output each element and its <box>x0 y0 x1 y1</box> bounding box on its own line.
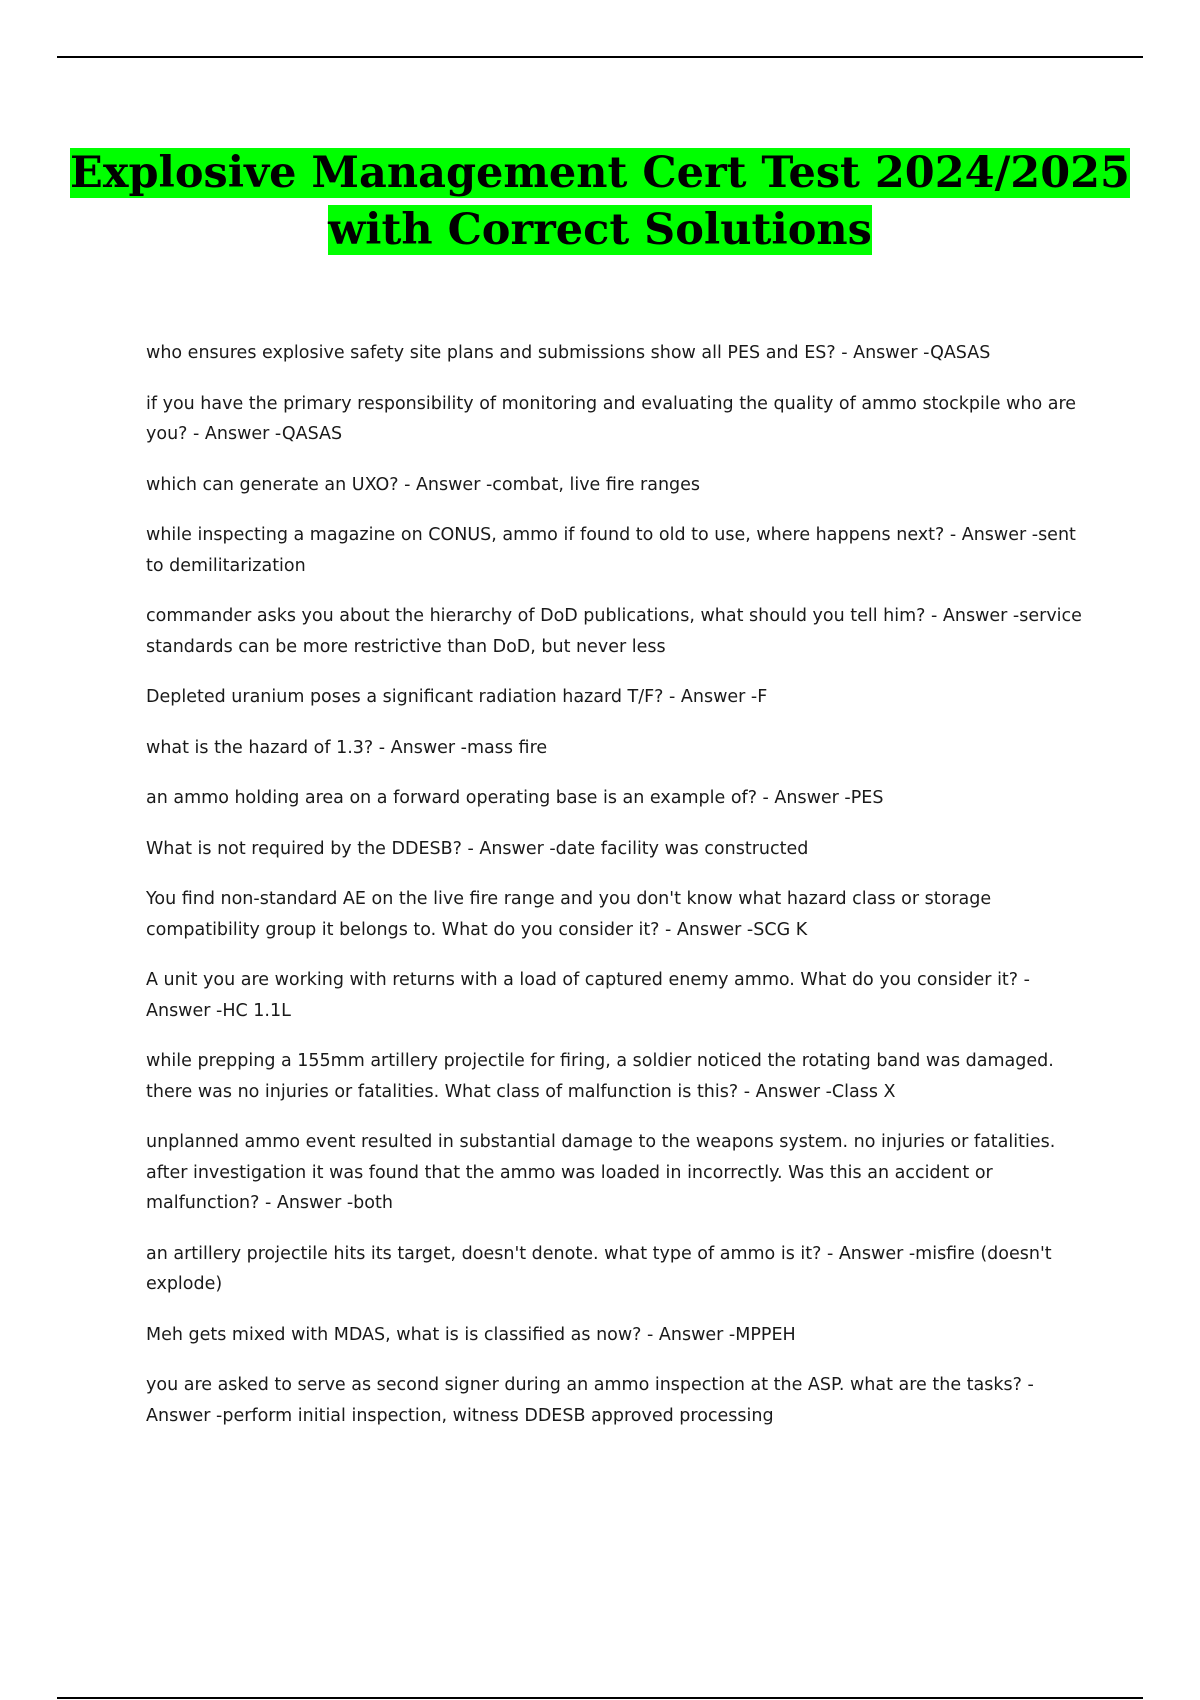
qa-item: who ensures explosive safety site plans and submissions show all PES and ES? - Answer -QASAS <box>146 343 991 363</box>
qa-item: which can generate an UXO? - Answer -combat, live fire ranges <box>146 474 701 495</box>
qa-item: What is not required by the DDESB? - Answer -date facility was constructed <box>146 838 809 859</box>
qa-item: an ammo holding area on a forward operating base is an example of? - Answer -PES <box>146 788 884 808</box>
title-line-2: with Correct Solutions <box>328 205 872 255</box>
qa-item: unplanned ammo event resulted in substantial damage to the weapons system. no injuries or fatalities. after investigation it was found that the ammo was loaded in incorrectly. Was this an accident or malfunction? - Answer -both <box>146 1132 1056 1213</box>
qa-item: you are asked to serve as second signer during an ammo inspection at the ASP. what are the tasks? - Answer -perform initial inspection, witness DDESB approved processing <box>146 1375 1034 1426</box>
qa-item: while inspecting a magazine on CONUS, ammo if found to old to use, where happens next? - Answer -sent to demilitarization <box>146 525 1076 576</box>
qa-item: You find non-standard AE on the live fire range and you don't know what hazard class or storage compatibility group it belongs to. What do you consider it? - Answer -SCG K <box>146 889 992 940</box>
qa-item: commander asks you about the hierarchy of DoD publications, what should you tell him? - Answer -service standards can be more restrictive than DoD, but never less <box>146 606 1082 657</box>
qa-item: while prepping a 155mm artillery projectile for firing, a soldier noticed the rotating band was damaged. there was no injuries or fatalities. What class of malfunction is this? - Answer -Class X <box>146 1051 1054 1102</box>
qa-item: Depleted uranium poses a significant radiation hazard T/F? - Answer -F <box>146 687 768 707</box>
question-answer-list <box>146 338 1086 1451</box>
qa-item: an artillery projectile hits its target, doesn't denote. what type of ammo is it? - Answer -misfire (doesn't explode) <box>146 1243 1052 1294</box>
qa-item: what is the hazard of 1.3? - Answer -mass fire <box>146 737 548 758</box>
title-line-1: Explosive Management Cert Test 2024/2025 <box>70 148 1130 198</box>
bottom-rule <box>57 1697 1143 1699</box>
top-rule <box>57 56 1143 58</box>
qa-item: A unit you are working with returns with a load of captured enemy ammo. What do you consider it? - Answer -HC 1.1L <box>146 970 1030 1021</box>
qa-item: if you have the primary responsibility of monitoring and evaluating the quality of ammo stockpile who are you? - Answer -QASAS <box>146 393 1077 444</box>
document-title <box>60 145 1140 259</box>
qa-item: Meh gets mixed with MDAS, what is is classified as now? - Answer -MPPEH <box>146 1324 796 1345</box>
